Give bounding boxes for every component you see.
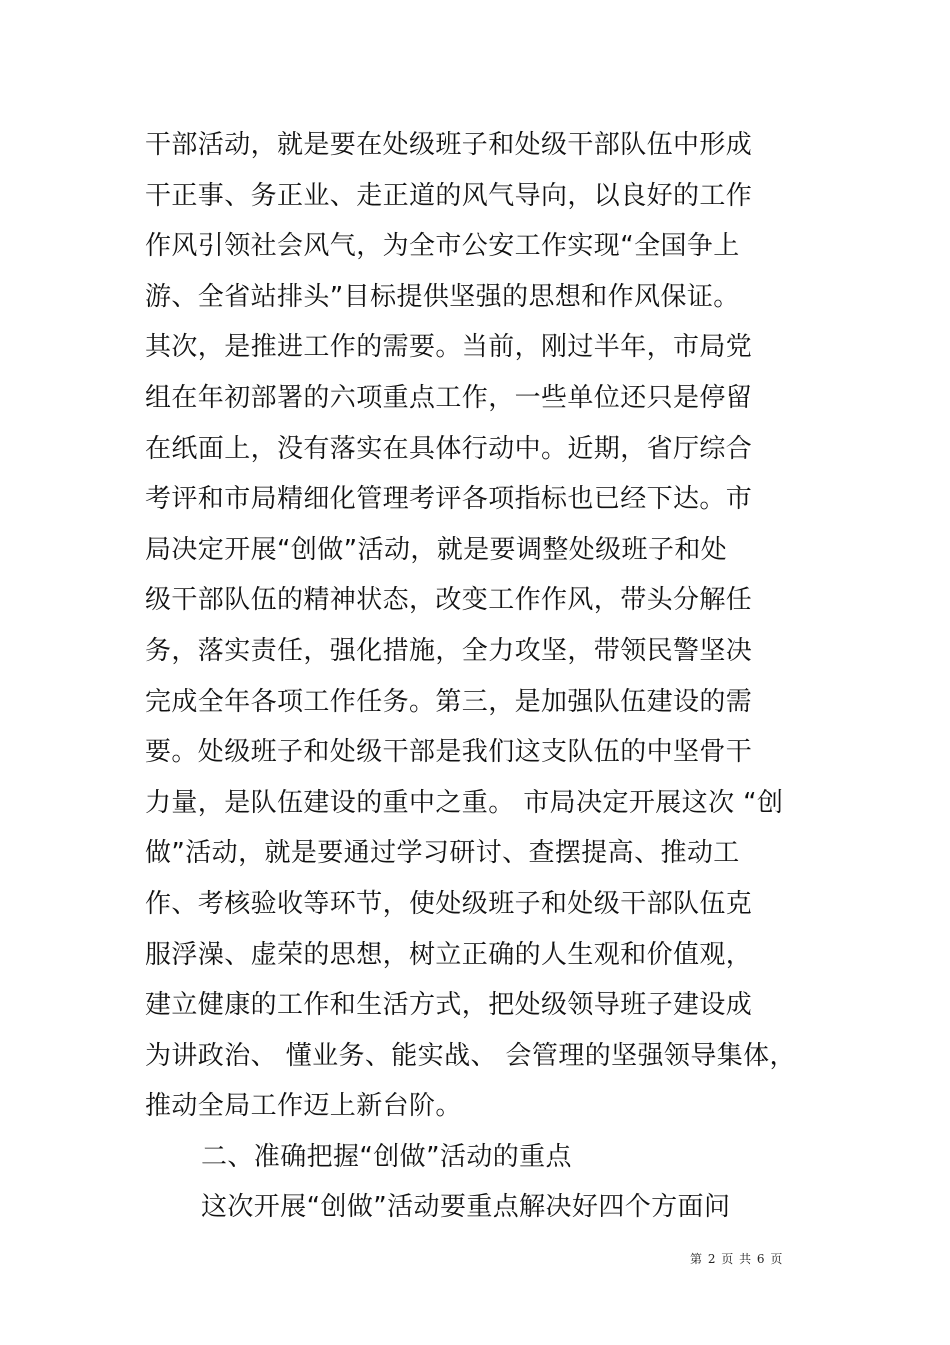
text-line-4: 游、全省站排头”目标提供坚强的思想和作风保证。 [145, 281, 740, 312]
text-line-20: 推动全局工作迈上新台阶。 [145, 1091, 462, 1122]
text-line-16: 作、考核验收等环节，使处级班子和处级干部队伍克 [145, 888, 753, 919]
text-line-11: 务，落实责任，强化措施，全力攻坚，带领民警坚决 [145, 635, 753, 666]
document-body [145, 120, 825, 1233]
section-heading: 二、准确把握“创做”活动的重点 [201, 1141, 572, 1172]
text-line-5: 其次，是推进工作的需要。当前，刚过半年，市局党 [145, 332, 753, 363]
text-line-14: 力量，是队伍建设的重中之重。 市局决定开展这次 “创 [145, 787, 784, 818]
text-line-17: 服浮澡、虚荣的思想，树立正确的人生观和价值观， [145, 939, 753, 970]
text-line-15: 做”活动，就是要通过学习研讨、查摆提高、推动工 [145, 838, 740, 869]
text-line-last: 这次开展“创做”活动要重点解决好四个方面问 [201, 1192, 731, 1223]
text-line-9: 局决定开展“创做”活动，就是要调整处级班子和处 [145, 534, 728, 565]
page-number: 第 2 页 共 6 页 [690, 1252, 784, 1266]
text-line-7: 在纸面上，没有落实在具体行动中。近期，省厅综合 [145, 433, 753, 464]
text-line-18: 建立健康的工作和生活方式，把处级领导班子建设成 [145, 990, 753, 1021]
text-line-3: 作风引领社会风气，为全市公安工作实现“全国争上 [145, 231, 740, 262]
text-line-6: 组在年初部署的六项重点工作，一些单位还只是停留 [145, 382, 753, 413]
text-line-8: 考评和市局精细化管理考评各项指标也已经下达。市 [145, 484, 753, 515]
text-line-1: 干部活动，就是要在处级班子和处级干部队伍中形成 [145, 130, 753, 160]
text-line-10: 级干部队伍的精神状态，改变工作作风，带头分解任 [145, 585, 753, 616]
text-line-12: 完成全年各项工作任务。第三，是加强队伍建设的需 [145, 686, 753, 717]
text-line-19: 为讲政治、 懂业务、能实战、 会管理的坚强领导集体， [145, 1040, 796, 1071]
text-line-13: 要。处级班子和处级干部是我们这支队伍的中坚骨干 [145, 737, 753, 768]
text-line-2: 干正事、务正业、走正道的风气导向，以良好的工作 [145, 180, 753, 211]
